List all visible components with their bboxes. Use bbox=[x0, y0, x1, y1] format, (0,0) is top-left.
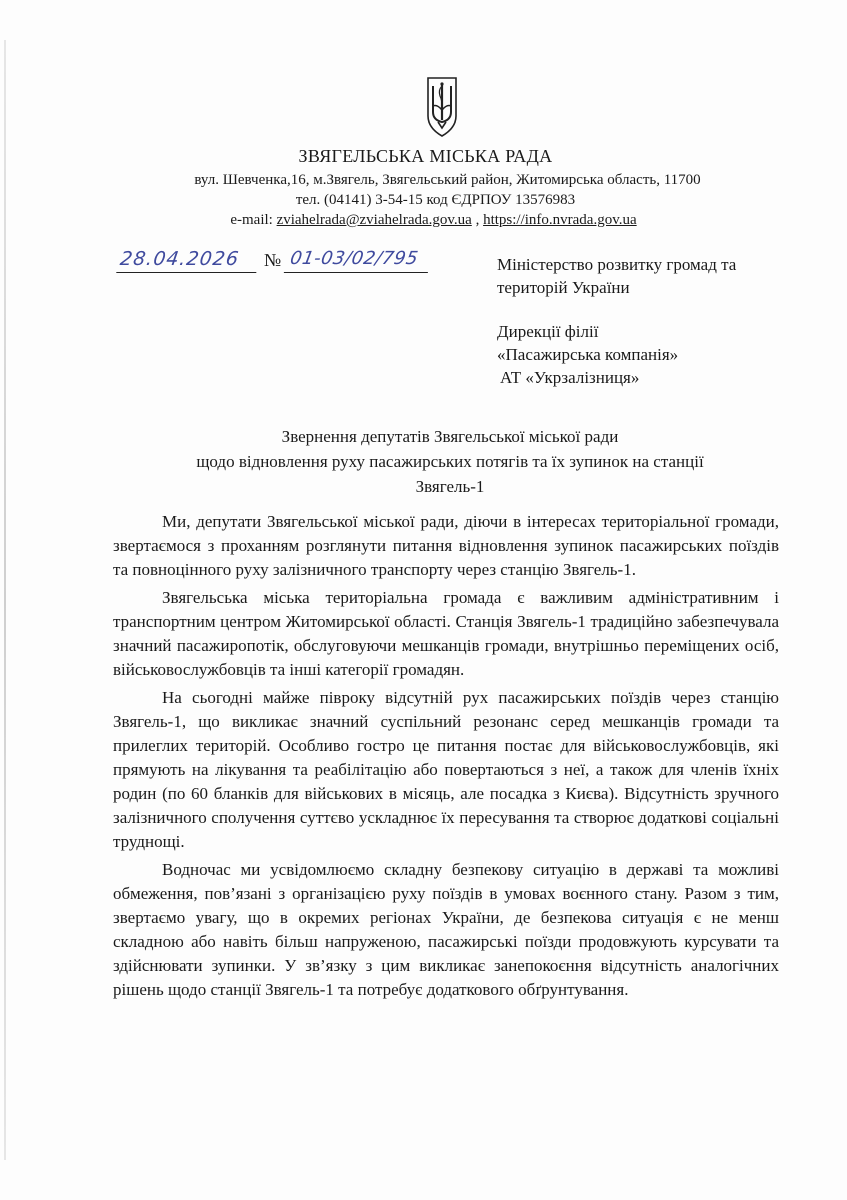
registration-number-label: № bbox=[264, 250, 282, 270]
org-name: ЗВЯГЕЛЬСЬКА МІСЬКА РАДА bbox=[298, 146, 553, 166]
subject-line: Звягель-1 bbox=[415, 477, 485, 496]
recipient-line: «Пасажирська компанія» bbox=[497, 345, 679, 364]
phone-line: тел. (04141) 3-54-15 код ЄДРПОУ 13576983 bbox=[295, 192, 576, 208]
body-paragraph: Водночас ми усвідомлюємо складну безпекову ситуацію в державі та можливі обмеження, пов’язані з організацією руху поїздів в умовах воєнного стану. Разом з тим, звертаємо увагу, що в окремих регіонах України, де безпекова ситуація є не менш складною або навіть більш напруженою, пасажирські поїзди продовжують курсувати та здійснювати зупинки. У зв’язку з цим викликає занепокоєння відсутність аналогічних рішень щодо станції Звягель-1 та потребує додаткового обґрунтування. bbox=[113, 860, 779, 999]
body-paragraph: Ми, депутати Звягельської міської ради, діючи в інтересах територіальної громади, звертаємося з проханням розглянути питання відновлення зупинок пасажирських поїздів та повноцінного руху залізничного транспорту через станцію Звягель-1. bbox=[113, 512, 779, 579]
email-label: e-mail: bbox=[230, 212, 273, 228]
contacts-separator: , bbox=[471, 212, 484, 228]
subject-line: Звернення депутатів Звягельської міської ради bbox=[281, 427, 619, 446]
trident-emblem-icon bbox=[424, 76, 460, 138]
recipient-railway bbox=[497, 320, 817, 389]
email-link[interactable]: zviahelrada@zviahelrada.gov.ua bbox=[276, 212, 472, 228]
recipients bbox=[497, 253, 817, 389]
recipient-line: Дирекції філії bbox=[497, 322, 599, 341]
recipient-ministry bbox=[497, 253, 817, 299]
recipient-line: АТ «Укрзалізниця» bbox=[500, 368, 640, 387]
subject-line: щодо відновлення руху пасажирських потягів та їх зупинок на станції bbox=[196, 452, 704, 471]
letter-body bbox=[113, 510, 779, 1002]
address-line: вул. Шевченка,16, м.Звягель, Звягельський район, Житомирська область, 11700 bbox=[194, 172, 701, 188]
registration-block bbox=[118, 248, 438, 278]
contacts-line bbox=[10, 210, 847, 230]
recipient-line: територій України bbox=[497, 278, 630, 297]
body-paragraph: На сьогодні майже півроку відсутній рух пасажирських поїздів через станцію Звягель-1, що викликає значний суспільний резонанс серед мешканців громади та прилеглих територій. Особливо гостро це питання постає для військовослужбовців, які прямують на лікування та реабілітацію або повертаються з неї, а також для членів їхніх родин (по 60 бланків для військових в місяць, але посадка з Києва). Відсутність зручного залізничного сполучення суттєво ускладнює їх пересування та створює додаткові соціальні труднощі. bbox=[113, 688, 779, 851]
website-link[interactable]: https://info.nvrada.gov.ua bbox=[483, 212, 637, 228]
recipient-line: Міністерство розвитку громад та bbox=[497, 255, 737, 274]
registration-date: 28.04.2026 bbox=[116, 248, 260, 273]
registration-number: 01-03/02/795 bbox=[284, 248, 432, 273]
letter-subject bbox=[100, 424, 800, 499]
body-paragraph: Звягельська міська територіальна громада є важливим адміністративним і транспортним центром Житомирської області. Станція Звягель-1 традиційно забезпечувала значний пасажиропотік, обслуговуючи мешканців громади, внутрішньо переміщених осіб, військовослужбовців та інші категорії громадян. bbox=[113, 588, 779, 679]
